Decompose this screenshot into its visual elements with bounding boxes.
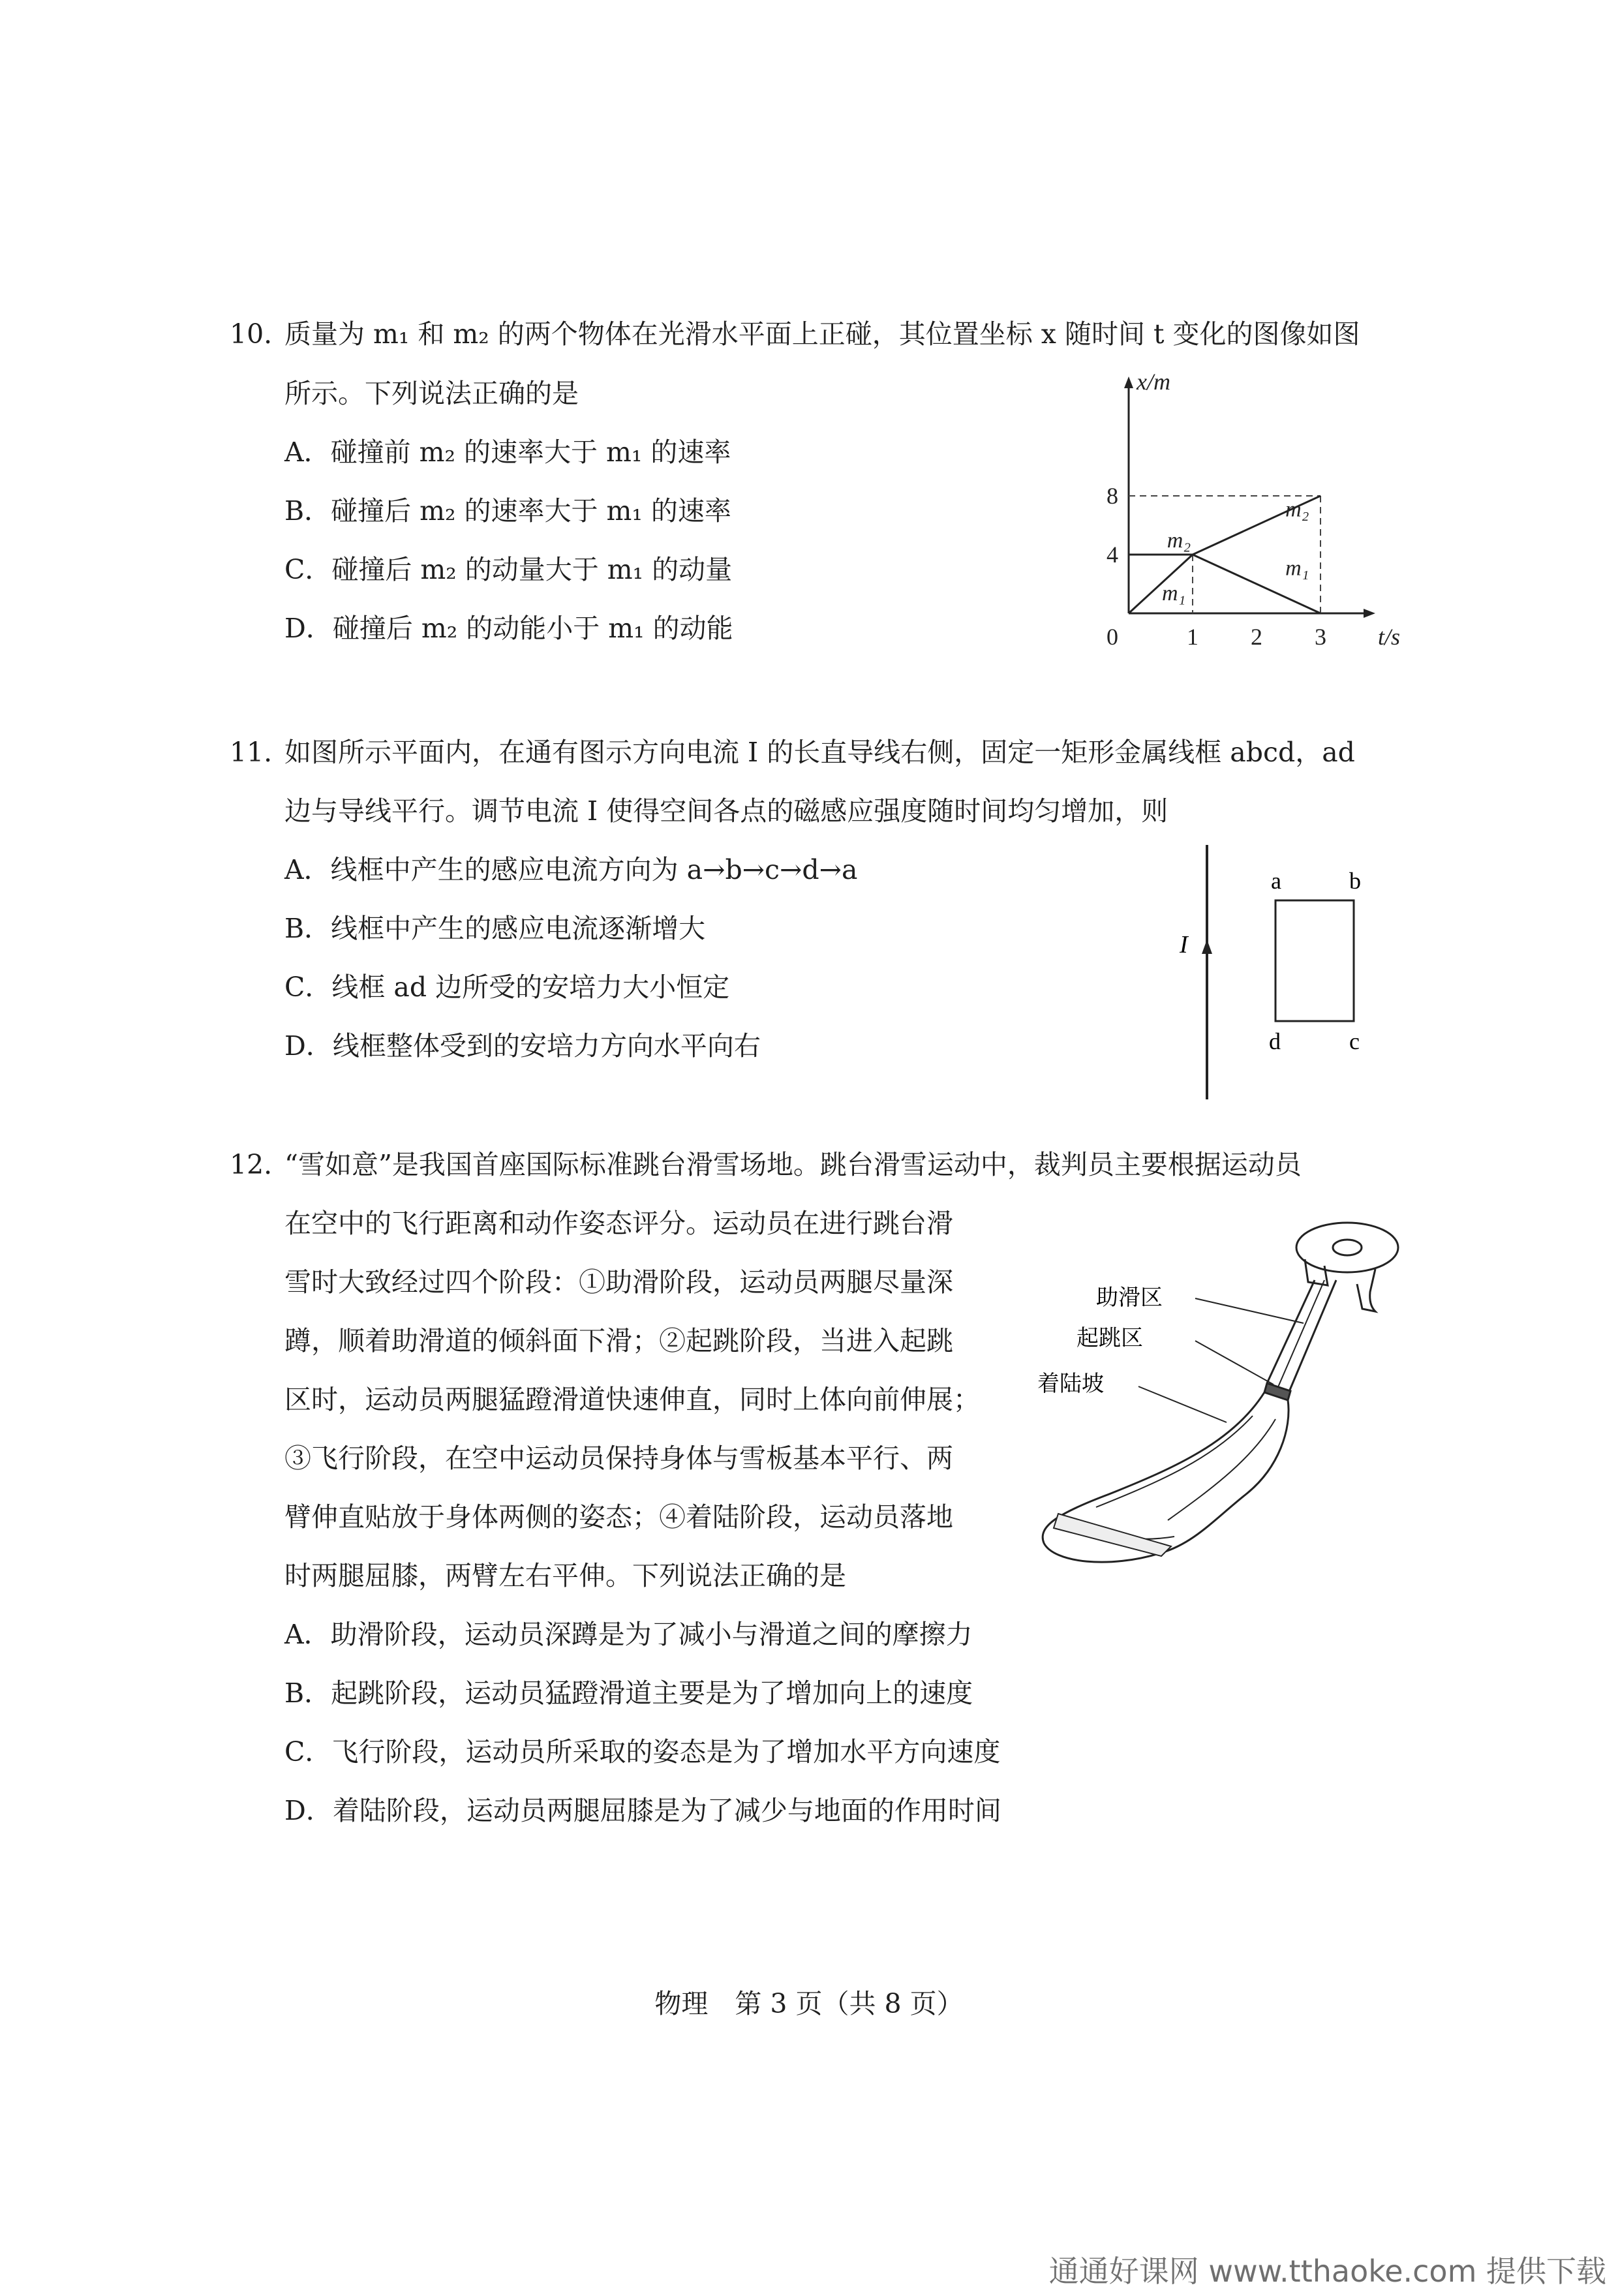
question-stem: 边与导线平行。调节电流 I 使得空间各点的磁感应强度随时间均匀增加，则: [284, 795, 1168, 827]
question-stem: 区时，运动员两腿猛蹬滑道快速伸直，同时上体向前伸展；: [284, 1384, 980, 1415]
y-tick-label: 8: [1107, 483, 1118, 509]
option-d: D．着陆阶段，运动员两腿屈膝是为了减少与地面的作用时间: [284, 1795, 1001, 1826]
x-axis-label: t/s: [1378, 624, 1401, 650]
question-stem: 臂伸直贴放于身体两侧的姿态；④着陆阶段，运动员落地: [284, 1501, 953, 1533]
label-leader: [1195, 1341, 1274, 1385]
vertex-c: c: [1349, 1028, 1360, 1054]
option-d: D．碰撞后 m₂ 的动能小于 m₁ 的动能: [284, 613, 733, 644]
question-number: 10.: [230, 318, 273, 350]
question-number: 11.: [230, 737, 273, 768]
tower-top: [1296, 1223, 1398, 1272]
vertex-b: b: [1349, 868, 1361, 894]
question-stem: 雪时大致经过四个阶段：①助滑阶段，运动员两腿尽量深: [284, 1266, 953, 1298]
inrun-center: [1277, 1280, 1324, 1388]
x-tick-label: 1: [1187, 624, 1198, 650]
question-stem: 蹲，顺着助滑道的倾斜面下滑；②起跳阶段，当进入起跳: [284, 1325, 953, 1356]
question-stem: 时两腿屈膝，两臂左右平伸。下列说法正确的是: [284, 1560, 846, 1591]
label-leader: [1195, 1298, 1304, 1323]
series-annotation: m₁: [1285, 556, 1309, 581]
series-annotation: m₁: [1161, 581, 1186, 605]
option-b: B．线框中产生的感应电流逐渐增大: [284, 913, 706, 944]
rectangular-frame: [1275, 900, 1354, 1021]
takeoff-table: [1264, 1383, 1290, 1400]
vertex-a: a: [1271, 868, 1281, 894]
question-stem: ③飞行阶段，在空中运动员保持身体与雪板基本平行、两: [284, 1443, 953, 1474]
x-axis-arrow: [1364, 609, 1375, 618]
option-c: C．线框 ad 边所受的安培力大小恒定: [284, 972, 730, 1003]
x-tick-label: 2: [1251, 624, 1262, 650]
inrun-right-edge: [1289, 1280, 1336, 1393]
question-stem: “雪如意”是我国首座国际标准跳台滑雪场地。跳台滑雪运动中，裁判员主要根据运动员: [284, 1149, 1302, 1180]
question-stem: 如图所示平面内，在通有图示方向电流 I 的长直导线右侧，固定一矩形金属线框 abcd，ad: [284, 737, 1355, 768]
label-takeoff: 起跳区: [1076, 1325, 1143, 1351]
current-label: I: [1180, 931, 1188, 958]
option-b: B．碰撞后 m₂ 的速率大于 m₁ 的速率: [284, 495, 731, 527]
y-axis-arrow: [1124, 376, 1133, 388]
y-tick-label: 4: [1107, 542, 1118, 568]
outrun-area: [1054, 1514, 1171, 1556]
option-a: A．助滑阶段，运动员深蹲是为了减小与滑道之间的摩擦力: [284, 1619, 973, 1650]
series-annotation: m₂: [1167, 528, 1191, 553]
current-arrow-icon: [1202, 940, 1212, 954]
vertex-d: d: [1269, 1028, 1281, 1054]
option-c: C．碰撞后 m₂ 的动量大于 m₁ 的动量: [284, 554, 733, 585]
label-inrun: 助滑区: [1096, 1285, 1163, 1311]
xt-chart: [1096, 362, 1403, 659]
wire-frame-figure: [1168, 842, 1383, 1103]
inrun-left-edge: [1267, 1280, 1315, 1383]
origin-label: 0: [1107, 624, 1118, 650]
slope-line: [1096, 1416, 1253, 1507]
question-stem: 质量为 m₁ 和 m₂ 的两个物体在光滑水平面上正碰，其位置坐标 x 随时间 t 变化的图像如图: [284, 318, 1360, 350]
x-tick-label: 3: [1315, 624, 1326, 650]
option-d: D．线框整体受到的安培力方向水平向右: [284, 1030, 761, 1062]
tower-support: [1357, 1269, 1375, 1311]
ski-jump-figure: [1018, 1207, 1403, 1572]
question-number: 12.: [230, 1149, 273, 1180]
option-c: C．飞行阶段，运动员所采取的姿态是为了增加水平方向速度: [284, 1736, 1001, 1768]
watermark: 通通好课网 www.tthaoke.com 提供下载: [1048, 2254, 1606, 2289]
y-axis-label: x/m: [1137, 369, 1170, 395]
option-b: B．起跳阶段，运动员猛蹬滑道主要是为了增加向上的速度: [284, 1677, 973, 1709]
question-stem: 所示。下列说法正确的是: [284, 378, 579, 409]
series-annotation: m₂: [1285, 497, 1309, 522]
page-footer: 物理 第 3 页（共 8 页）: [654, 1988, 964, 2019]
option-a: A．碰撞前 m₂ 的速率大于 m₁ 的速率: [284, 436, 731, 468]
option-a: A．线框中产生的感应电流方向为 a→b→c→d→a: [284, 854, 858, 885]
label-leader: [1138, 1386, 1227, 1422]
slope-line: [1168, 1419, 1275, 1520]
question-stem: 在空中的飞行距离和动作姿态评分。运动员在进行跳台滑: [284, 1208, 953, 1239]
label-landing-slope: 着陆坡: [1037, 1371, 1104, 1397]
